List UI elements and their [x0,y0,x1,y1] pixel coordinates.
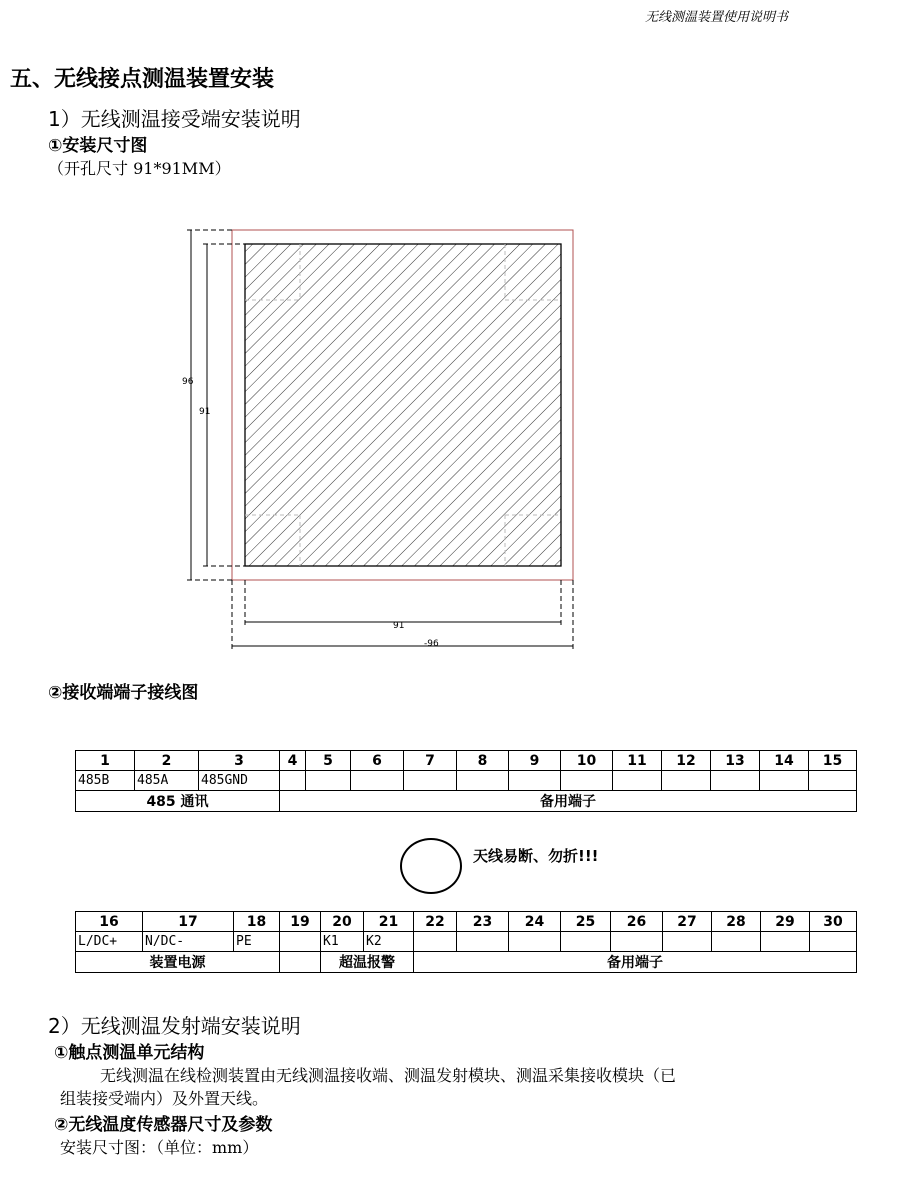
terminal-label: L/DC+ [76,932,143,952]
dim-inner-width-label: 91 [393,621,405,631]
terminal-number: 22 [414,912,457,932]
terminal-label: 485B [76,771,135,791]
terminal-number: 29 [761,912,810,932]
terminal-label [712,932,761,952]
group-spare-terminals: 备用端子 [280,791,857,812]
terminal-label [611,932,663,952]
terminal-label [809,771,857,791]
terminal-number: 30 [810,912,857,932]
terminal-group-row [76,791,857,812]
terminal-label: 485A [135,771,199,791]
running-header: 无线测温装置使用说明书 [645,10,789,25]
terminal-number-row [76,751,857,771]
terminal-number: 5 [306,751,351,771]
terminal-number: 20 [321,912,364,932]
subsection-title-transmitter: 2）无线测温发射端安装说明 [48,1014,301,1038]
terminal-number: 21 [364,912,414,932]
terminal-number: 27 [663,912,712,932]
item-title-terminal-wiring: ②接收端端子接线图 [48,683,199,703]
terminal-label [351,771,404,791]
terminal-number: 23 [457,912,509,932]
terminal-label [613,771,662,791]
terminal-label [561,932,611,952]
terminal-number: 12 [662,751,711,771]
cutout-size-note: （开孔尺寸 91*91MM） [48,159,231,178]
terminal-label [810,932,857,952]
terminal-label: PE [234,932,280,952]
group-485-comm: 485 通讯 [76,791,280,812]
terminal-label [509,771,561,791]
terminal-label [509,932,561,952]
terminal-label [457,771,509,791]
terminal-number: 4 [280,751,306,771]
terminal-number: 6 [351,751,404,771]
terminal-number: 26 [611,912,663,932]
item-title-install-size: ①安装尺寸图 [48,136,148,156]
terminal-label [280,771,306,791]
terminal-label [663,932,712,952]
terminal-number: 14 [760,751,809,771]
group-over-temp-alarm: 超温报警 [321,952,414,973]
section-title: 五、无线接点测温装置安装 [10,67,275,92]
terminal-number: 15 [809,751,857,771]
paragraph-line-2: 组装接受端内）及外置天线。 [60,1089,269,1108]
terminal-label [711,771,760,791]
terminal-label-row [76,771,857,791]
terminal-label: N/DC- [143,932,234,952]
item-title-unit-structure: ①触点测温单元结构 [54,1043,205,1063]
dim-inner-height-label: 91 [199,407,211,417]
terminal-number: 10 [561,751,613,771]
terminal-number: 1 [76,751,135,771]
terminal-number: 11 [613,751,662,771]
terminal-label-row [76,932,857,952]
subsection-title-receiver: 1）无线测温接受端安装说明 [48,107,301,131]
terminal-number: 24 [509,912,561,932]
group-device-power: 装置电源 [76,952,280,973]
dim-outer-width-label: -96 [424,639,439,649]
terminal-label [404,771,457,791]
terminal-number: 2 [135,751,199,771]
terminal-number: 28 [712,912,761,932]
terminal-label [760,771,809,791]
item-title-sensor-size: ②无线温度传感器尺寸及参数 [54,1115,273,1135]
terminal-label [280,932,321,952]
terminal-label [662,771,711,791]
terminal-number: 19 [280,912,321,932]
terminal-number: 17 [143,912,234,932]
terminal-label: K1 [321,932,364,952]
terminal-number-row [76,912,857,932]
install-size-note: 安装尺寸图：（单位：mm） [60,1138,259,1157]
terminal-label: 485GND [199,771,280,791]
terminal-label [561,771,613,791]
terminal-label [761,932,810,952]
antenna-circle [400,838,462,894]
terminal-label [457,932,509,952]
terminal-number: 16 [76,912,143,932]
terminal-label [414,932,457,952]
terminal-number: 7 [404,751,457,771]
terminal-group-row [76,952,857,973]
terminal-table-bottom [75,911,857,973]
terminal-number: 13 [711,751,760,771]
terminal-number: 25 [561,912,611,932]
terminal-number: 9 [509,751,561,771]
terminal-table-top [75,750,857,812]
terminal-number: 8 [457,751,509,771]
group-empty [280,952,321,973]
cutout-area [245,244,561,566]
antenna-warning: 天线易断、勿折!!! [473,847,599,865]
terminal-label: K2 [364,932,414,952]
terminal-number: 3 [199,751,280,771]
group-spare-terminals: 备用端子 [414,952,857,973]
dim-outer-height-label: 96 [182,377,194,387]
terminal-number: 18 [234,912,280,932]
terminal-label [306,771,351,791]
paragraph-line-1: 无线测温在线检测装置由无线测温接收端、测温发射模块、测温采集接收模块（已 [100,1066,677,1085]
